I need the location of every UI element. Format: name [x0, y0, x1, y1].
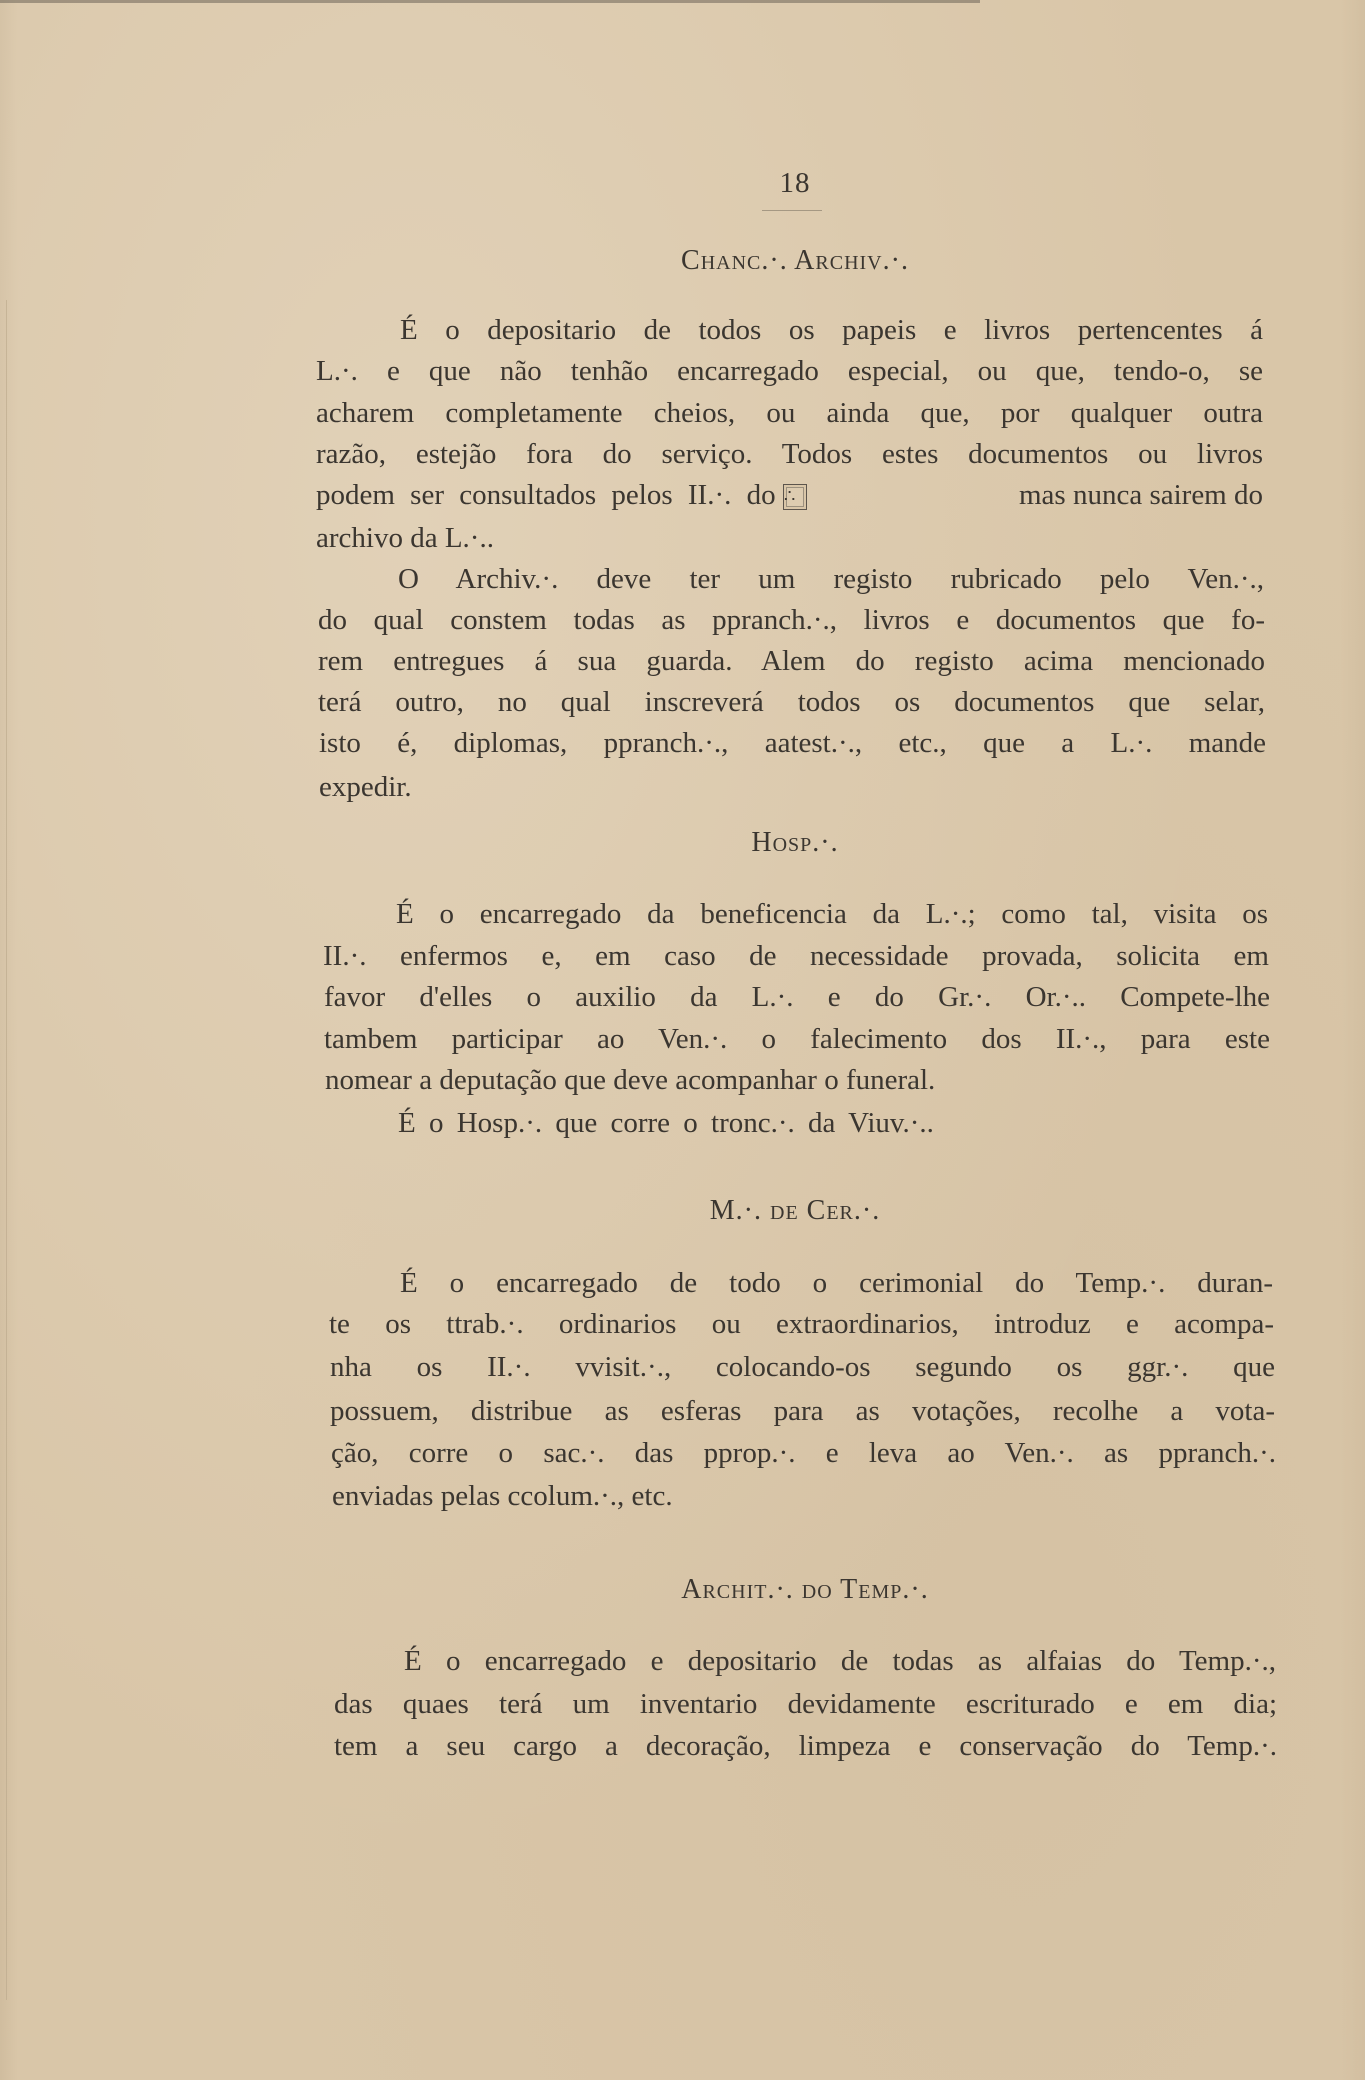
text-line: terá outro, no qual inscreverá todos os documentos que selar, [318, 686, 1265, 718]
text-line: acharem completamente cheios, ou ainda que, por qualquer outra [316, 397, 1263, 429]
text-line: É o encarregado e depositario de todas as alfaias do Temp.·., [404, 1645, 1276, 1677]
page-number-rule [762, 210, 822, 211]
text-line: II.·. enfermos e, em caso de necessidade provada, solicita em [323, 940, 1269, 972]
text-line: O Archiv.·. deve ter um registo rubricado pelo Ven.·., [398, 563, 1264, 595]
page-top-edge [0, 0, 980, 3]
text-line: razão, estejão fora do serviço. Todos estes documentos ou livros [316, 438, 1263, 470]
text-line: das quaes terá um inventario devidamente escriturado e em dia; [334, 1688, 1277, 1720]
text-segment: mas nunca sairem do [1018, 479, 1263, 511]
text-line: do qual constem todas as ppranch.·., livros e documentos que fo- [318, 604, 1265, 636]
text-line: enviadas pelas ccolum.·., etc. [332, 1480, 673, 1512]
text-line: tem a seu cargo a decoração, limpeza e conservação do Temp.·. [334, 1730, 1277, 1762]
text-line: nomear a deputação que deve acompanhar o funeral. [325, 1064, 936, 1096]
text-line: expedir. [319, 771, 412, 803]
text-line-with-symbol [316, 475, 1263, 515]
section-heading-chanc-archiv: Chanc.·. Archiv.·. [681, 245, 909, 276]
text-line: isto é, diplomas, ppranch.·., aatest.·., etc., que a L.·. mande [319, 727, 1266, 759]
text-line: te os ttrab.·. ordinarios ou extraordinarios, introduz e acompa- [329, 1308, 1274, 1340]
page-number: 18 [779, 167, 811, 199]
page-binding-edge [6, 300, 7, 2000]
text-line: tambem participar ao Ven.·. o falecimento dos II.·., para este [324, 1023, 1270, 1055]
lodge-symbol-box: ∴ [783, 484, 807, 510]
text-line: nha os II.·. vvisit.·., colocando-os segundo os ggr.·. que [330, 1351, 1275, 1383]
section-heading-hosp: Hosp.·. [751, 827, 839, 858]
text-line: É o encarregado da beneficencia da L.·.; como tal, visita os [396, 898, 1268, 930]
text-line: archivo da L.·.. [316, 522, 494, 554]
text-line: L.·. e que não tenhão encarregado especial, ou que, tendo-o, se [316, 355, 1263, 387]
text-line: É o Hosp.·. que corre o tronc.·. da Viuv.·.. [398, 1107, 934, 1139]
text-line: É o encarregado de todo o cerimonial do Temp.·. duran- [400, 1267, 1273, 1299]
text-line: favor d'elles o auxilio da L.·. e do Gr.·. Or.·.. Compete-lhe [324, 981, 1270, 1013]
text-line: É o depositario de todos os papeis e livros pertencentes á [400, 314, 1263, 346]
text-line: rem entregues á sua guarda. Alem do registo acima mencionado [318, 645, 1265, 677]
text-segment: podem ser consultados pelos II.·. do [316, 479, 776, 511]
text-line: ção, corre o sac.·. das pprop.·. e leva ao Ven.·. as ppranch.·. [331, 1437, 1276, 1469]
text-line: possuem, distribue as esferas para as votações, recolhe a vota- [330, 1395, 1275, 1427]
section-heading-archit-do-temp: Archit.·. do Temp.·. [681, 1574, 929, 1605]
section-heading-m-de-cer: M.·. de Cer.·. [709, 1195, 881, 1226]
